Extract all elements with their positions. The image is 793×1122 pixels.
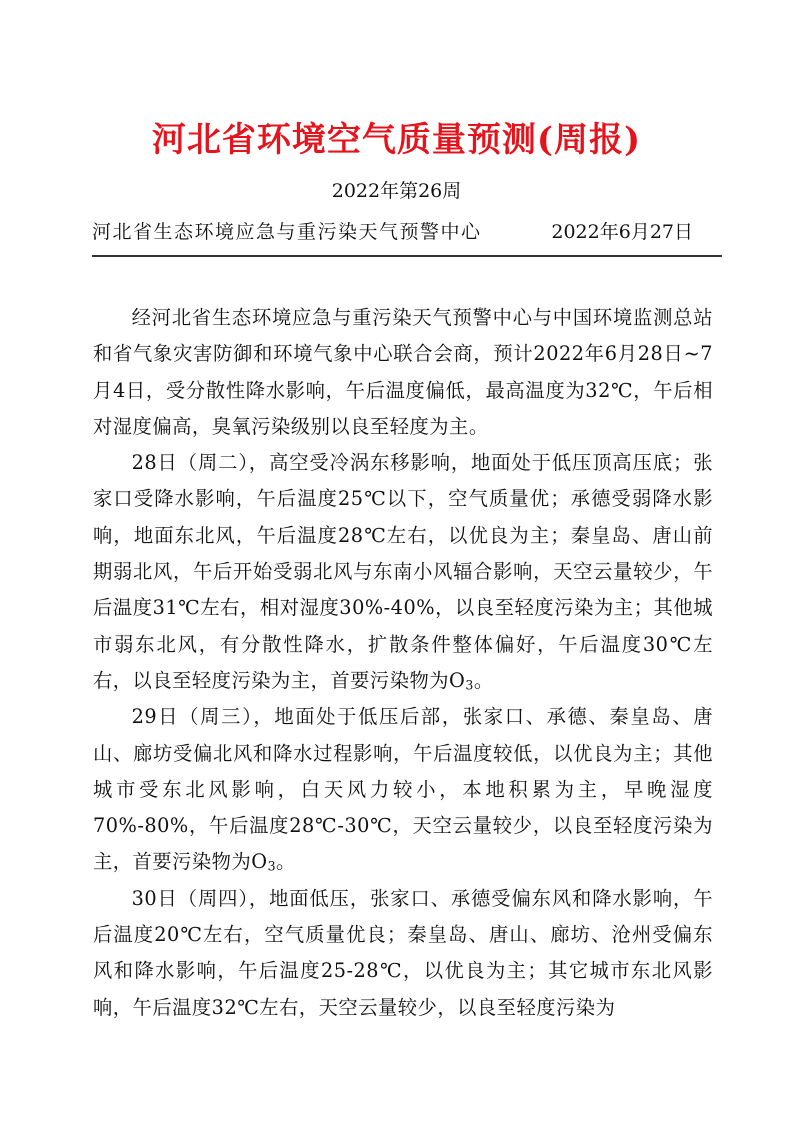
header-divider	[92, 255, 722, 257]
paragraph-tail: 。	[276, 850, 296, 874]
summary-paragraph	[93, 300, 713, 445]
day-28-paragraph	[93, 445, 713, 699]
issue-date: 2022年6月27日	[551, 221, 693, 243]
subscript: 3	[267, 858, 277, 874]
day-30-paragraph	[93, 881, 713, 1026]
paragraph-text: 29日（周三），地面处于低压后部，张家口、承德、秦皇岛、唐山、廊坊受偏北风和降水过程影响，午后温度较低，以优良为主；其他城市受东北风影响，白天风力较小，本地积累为主，早晚湿度70%-80%，午后温度28℃-30℃，天空云量较少，以良至轻度污染为主，首要污染物为O	[93, 705, 713, 874]
report-body	[93, 300, 713, 1026]
report-week: 2022年第26周	[331, 180, 462, 202]
paragraph-tail: 。	[473, 668, 494, 692]
subscript: 3	[465, 677, 474, 693]
day-29-paragraph	[93, 699, 713, 880]
paragraph-text: 30日（周四），地面低压，张家口、承德受偏东风和降水影响，午后温度20℃左右，空气质量优良；秦皇岛、唐山、廊坊、沧州受偏东风和降水影响，午后温度25-28℃，以优良为主；其它城市东北风影响，午后温度32℃左右，天空云量较少，以良至轻度污染为	[93, 886, 713, 1019]
paragraph-text: 28日（周二），高空受冷涡东移影响，地面处于低压顶高压底；张家口受降水影响，午后温度25℃以下，空气质量优；承德受弱降水影响，地面东北风，午后温度28℃左右，以优良为主；秦皇岛、唐山前期弱北风，午后开始受弱北风与东南小风辐合影响，天空云量较少，午后温度31℃左右，相对湿度30%-40%，以良至轻度污染为主；其他城市弱东北风，有分散性降水，扩散条件整体偏好，午后温度30℃左右，以良至轻度污染为主，首要污染物为O	[93, 451, 713, 692]
report-title: 河北省环境空气质量预测(周报)	[151, 120, 642, 160]
paragraph-text: 经河北省生态环境应急与重污染天气预警中心与中国环境监测总站和省气象灾害防御和环境气象中心联合会商，预计2022年6月28日~7月4日，受分散性降水影响，午后温度偏低，最高温度为32℃，午后相对湿度偏高，臭氧污染级别以良至轻度为主。	[93, 306, 713, 438]
issuing-organization: 河北省生态环境应急与重污染天气预警中心	[92, 221, 482, 243]
